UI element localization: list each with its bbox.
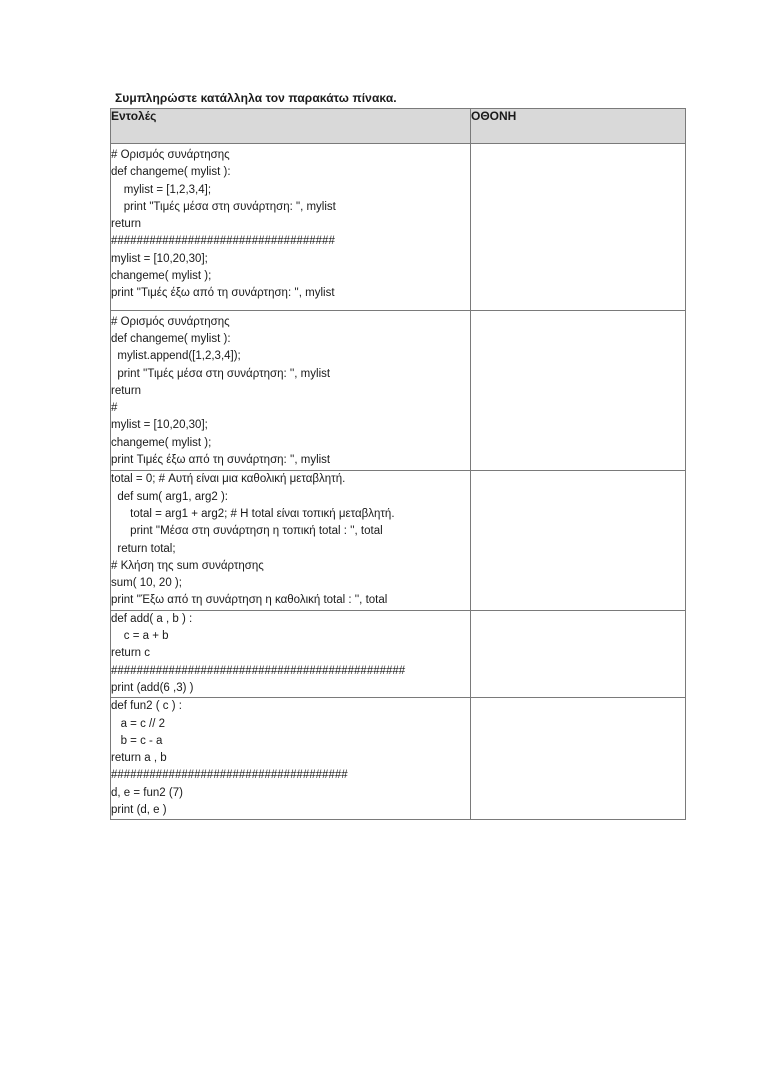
code-line: return c [111,647,150,660]
code-line: print ''Έξω από τη συνάρτηση η καθολική total : '', total [111,594,388,607]
code-line: mylist = [1,2,3,4]; [111,183,212,196]
table-header-row [111,109,686,144]
code-line: ############################################## [111,664,406,677]
code-line: # Ορισμός συνάρτησης [111,149,230,161]
code-line: return [111,218,142,231]
code-line: # [111,402,118,415]
code-line: b = c - a [111,734,163,747]
code-line: print Τιμές έξω από τη συνάρτηση: '', mylist [111,454,331,467]
table-row [111,698,686,820]
code-line: print (d, e ) [111,803,167,816]
code-line: def sum( arg1, arg2 ): [111,490,228,503]
page-title: Συμπληρώστε κατάλληλα τον παρακάτω πίνακα. [115,91,397,105]
code-line: # Κλήση της sum συνάρτησης [111,559,264,572]
screen-answer-cell[interactable] [471,144,686,311]
code-line: print ''Τιμές μέσα στη συνάρτηση: '', mylist [111,367,331,380]
code-line: changeme( mylist ); [111,436,212,449]
code-line: print ''Τιμές έξω από τη συνάρτηση: '', mylist [111,287,335,300]
code-line: changeme( mylist ); [111,270,212,283]
header-screen: ΟΘΟΝΗ [471,109,686,144]
exercise-table [110,108,686,820]
code-line: total = arg1 + arg2; # Η total είναι τοπική μεταβλητή. [111,507,395,520]
code-line: print "Τιμές μέσα στη συνάρτηση: ", mylist [111,200,336,213]
commands-cell [111,144,471,311]
commands-cell [111,310,471,471]
code-line: a = c // 2 [111,717,166,730]
code-line: sum( 10, 20 ); [111,577,182,590]
code-line: def changeme( mylist ): [111,166,231,179]
code-line: d, e = fun2 (7) [111,786,183,799]
code-line: ################################### [111,235,335,248]
commands-cell [111,610,471,697]
code-line: def fun2 ( c ) : [111,700,182,713]
commands-cell [111,471,471,610]
screen-answer-cell[interactable] [471,471,686,610]
code-line: return [111,384,142,397]
code-line: ##################################### [111,769,348,782]
table-row [111,144,686,311]
code-line: total = 0; # Αυτή είναι μια καθολική μεταβλητή. [111,473,346,486]
code-line: mylist.append([1,2,3,4]); [111,350,241,363]
code-line: mylist = [10,20,30]; [111,252,208,265]
table-row [111,310,686,471]
code-line: return total; [111,542,176,555]
code-line: c = a + b [111,630,169,643]
code-line: def changeme( mylist ): [111,332,231,345]
header-commands: Εντολές [111,109,471,144]
screen-answer-cell[interactable] [471,310,686,471]
screen-answer-cell[interactable] [471,610,686,697]
code-line: print ''Μέσα στη συνάρτηση η τοπική total : '', total [111,525,383,538]
code-line: def add( a , b ) : [111,612,193,625]
code-line: return a , b [111,752,167,765]
code-line: print (add(6 ,3) ) [111,681,194,694]
table-row [111,471,686,610]
screen-answer-cell[interactable] [471,698,686,820]
code-line: mylist = [10,20,30]; [111,419,208,432]
table-row [111,610,686,697]
code-line: # Ορισμός συνάρτησης [111,315,230,328]
commands-cell [111,698,471,820]
